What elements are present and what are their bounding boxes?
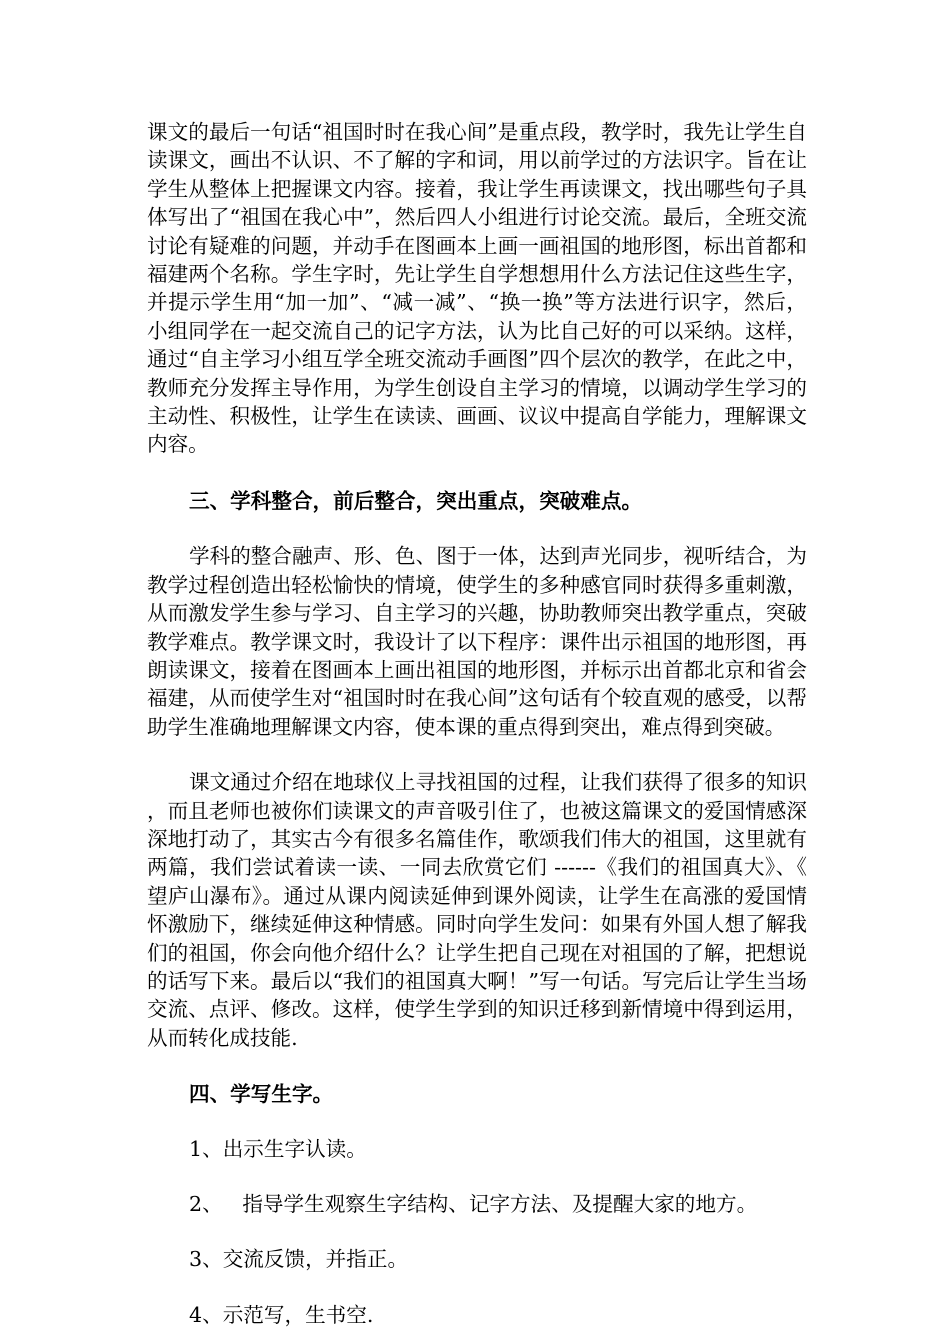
body-paragraph: 课文的最后一句话“祖国时时在我心间”是重点段，教学时，我先让学生自读课文，画出不认识、不了解的字和词，用以前学过的方法识字。旨在让学生从整体上把握课文内容。接着，我让学生再读课文，找出哪些句子具体写出了“祖国在我心中”，然后四人小组进行讨论交流。最后，全班交流讨论有疑难的问题，并动手在图画本上画一画祖国的地形图，标出首都和福建两个名称。学生字时，先让学生自学想想用什么方法记住这些生字，并提示学生用“加一加”、“减一减”、“换一换”等方法进行识字，然后，小组同学在一起交流自己的记字方法，认为比自己好的可以采纳。这样，通过“自主学习小组互学全班交流动手画图”四个层次的教学，在此之中，教师充分发挥主导作用，为学生创设自主学习的情境，以调动学生学习的主动性、积极性，让学生在读读、画画、议议中提高自学能力，理解课文内容。 [147, 120, 807, 457]
body-paragraph: 学科的整合融声、形、色、图于一体，达到声光同步，视听结合，为教学过程创造出轻松愉快的情境，使学生的多种感官同时获得多重刺激，从而激发学生参与学习、自主学习的兴趣，协助教师突出教学重点，突破教学难点。教学课文时，我设计了以下程序：课件出示祖国的地形图，再朗读课文，接着在图画本上画出祖国的地形图，并标示出首都北京和省会福建，从而使学生对“祖国时时在我心间”这句话有个较直观的感受，以帮助学生准确地理解课文内容，使本课的重点得到突出，难点得到突破。 [147, 544, 807, 739]
list-item: 4、示范写，生书空. [189, 1302, 374, 1327]
section-heading: 三、学科整合，前后整合，突出重点，突破难点。 [189, 488, 643, 513]
body-paragraph: 课文通过介绍在地球仪上寻找祖国的过程，让我们获得了很多的知识，而且老师也被你们读课文的声音吸引住了，也被这篇课文的爱国情感深深地打动了，其实古今有很多名篇佳作，歌颂我们伟大的祖国，这里就有两篇，我们尝试着读一读、一同去欣赏它们 ------《我们的祖国真大》、《望庐山瀑布》。通过从课内阅读延伸到课外阅读，让学生在高涨的爱国情怀激励下，继续延伸这种情感。同时向学生发问：如果有外国人想了解我们的祖国，你会向他介绍什么？让学生把自己现在对祖国的了解，把想说的话写下来。最后以“我们的祖国真大啊！”写一句话。写完后让学生当场交流、点评、修改。这样，使学生学到的知识迁移到新情境中得到运用，从而转化成技能. [147, 770, 807, 1050]
list-item: 2、 指导学生观察生字结构、记字方法、及提醒大家的地方。 [189, 1192, 758, 1216]
list-item: 1、出示生字认读。 [189, 1136, 367, 1161]
section-heading: 四、学写生字。 [189, 1082, 334, 1107]
document-page [147, 118, 807, 1329]
list-item: 3、交流反馈，并指正。 [189, 1247, 409, 1272]
